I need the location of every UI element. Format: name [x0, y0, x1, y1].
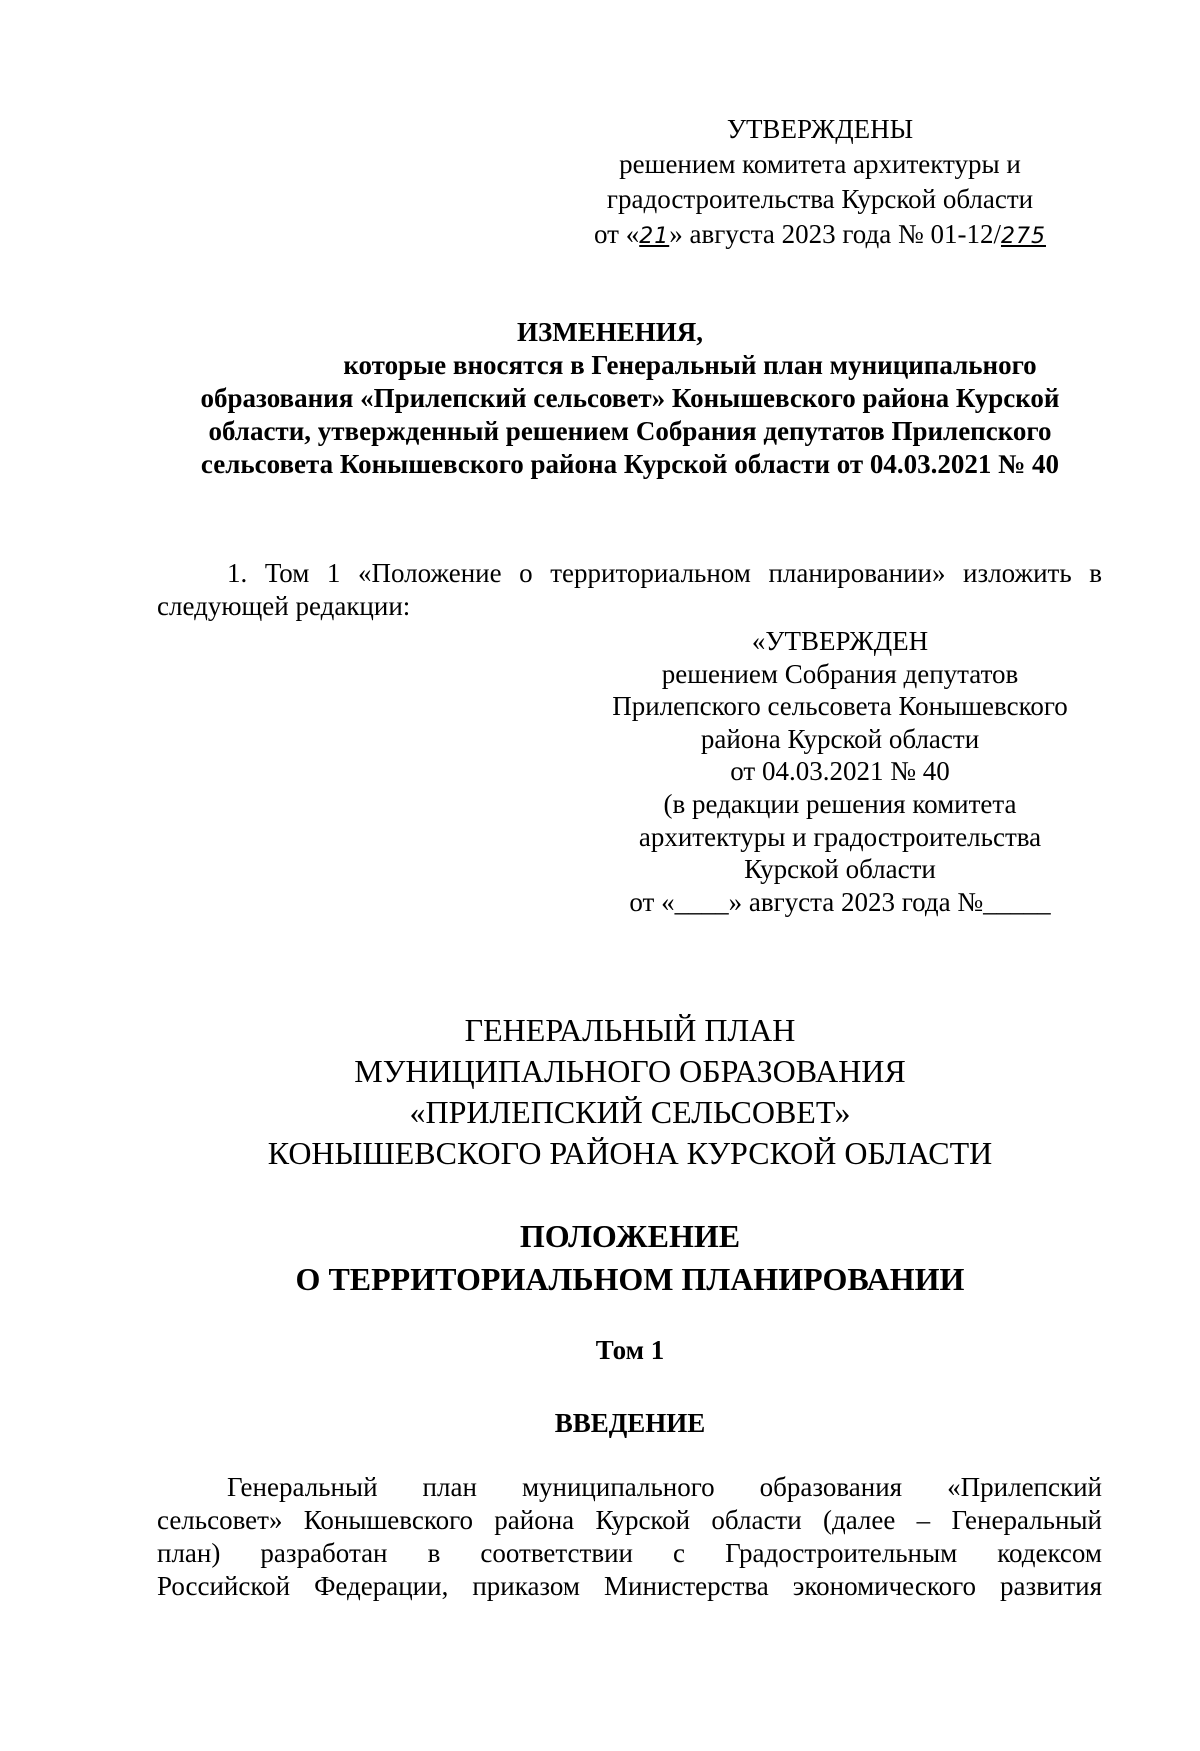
changes-title: ИЗМЕНЕНИЯ,: [516, 317, 703, 347]
general-plan-line: ГЕНЕРАЛЬНЫЙ ПЛАН: [464, 1012, 796, 1048]
paragraph-line: следующей редакции:: [157, 591, 411, 621]
paragraph-line: план) разработан в соответствии с Градостроительным кодексом: [157, 1538, 1102, 1568]
general-plan-line: КОНЫШЕВСКОГО РАЙОНА КУРСКОЙ ОБЛАСТИ: [267, 1135, 993, 1171]
date-prefix: от «: [594, 219, 640, 249]
intro-paragraph: [157, 1471, 1102, 1603]
approved-date-line: от «____» августа 2023 года №_____: [629, 886, 1051, 917]
volume-heading: [140, 1333, 1120, 1367]
approved-line: Курской области: [744, 854, 936, 885]
approval-date-line: [540, 217, 1100, 254]
approved-block: [580, 625, 1100, 918]
general-plan-line: «ПРИЛЕПСКИЙ СЕЛЬСОВЕТ»: [409, 1094, 851, 1130]
approval-title: УТВЕРЖДЕНЫ: [726, 114, 914, 144]
provision-line: О ТЕРРИТОРИАЛЬНОМ ПЛАНИРОВАНИИ: [295, 1261, 965, 1297]
approval-line: градостроительства Курской области: [606, 184, 1034, 214]
approved-title: «УТВЕРЖДЕН: [751, 626, 929, 656]
paragraph-line: Российской Федерации, приказом Министерства экономического развития: [157, 1571, 1102, 1601]
changes-subtitle-line: образования «Прилепский сельсовет» Конышевского района Курской: [200, 383, 1060, 413]
date-middle: » августа 2023 года № 01-12/: [669, 219, 1001, 249]
changes-heading: [140, 316, 1120, 481]
changes-subtitle-line: которые вносятся в Генеральный план муниципального: [343, 350, 1037, 380]
item-1-paragraph: [157, 557, 1102, 623]
approved-line: архитектуры и градостроительства: [638, 821, 1042, 852]
approval-stamp-block: [540, 112, 1100, 254]
approved-line: решением Собрания депутатов: [661, 658, 1019, 689]
handwritten-number: 275: [1000, 224, 1046, 249]
intro-heading-text: ВВЕДЕНИЕ: [554, 1408, 706, 1438]
volume-label: Том 1: [595, 1335, 665, 1365]
changes-subtitle-line: сельсовета Конышевского района Курской области от 04.03.2021 № 40: [200, 449, 1060, 479]
paragraph-line: сельсовет» Конышевского района Курской области (далее – Генеральный: [157, 1505, 1102, 1535]
changes-subtitle-line: области, утвержденный решением Собрания депутатов Прилепского: [208, 416, 1052, 446]
provision-title: [140, 1215, 1120, 1301]
paragraph-line: 1. Том 1 «Положение о территориальном планировании» изложить в: [227, 558, 1102, 588]
general-plan-line: МУНИЦИПАЛЬНОГО ОБРАЗОВАНИЯ: [354, 1053, 906, 1089]
approved-line: от 04.03.2021 № 40: [730, 756, 950, 787]
provision-line: ПОЛОЖЕНИЕ: [519, 1218, 741, 1254]
handwritten-day: 21: [639, 224, 670, 249]
approved-line: района Курской области: [700, 723, 980, 754]
paragraph-line: Генеральный план муниципального образования «Прилепский: [227, 1472, 1102, 1502]
general-plan-title: [140, 1010, 1120, 1174]
intro-heading: [140, 1406, 1120, 1440]
approved-line: (в редакции решения комитета: [663, 788, 1017, 819]
approved-line: Прилепского сельсовета Конышевского: [612, 691, 1068, 722]
approval-line: решением комитета архитектуры и: [619, 149, 1021, 179]
